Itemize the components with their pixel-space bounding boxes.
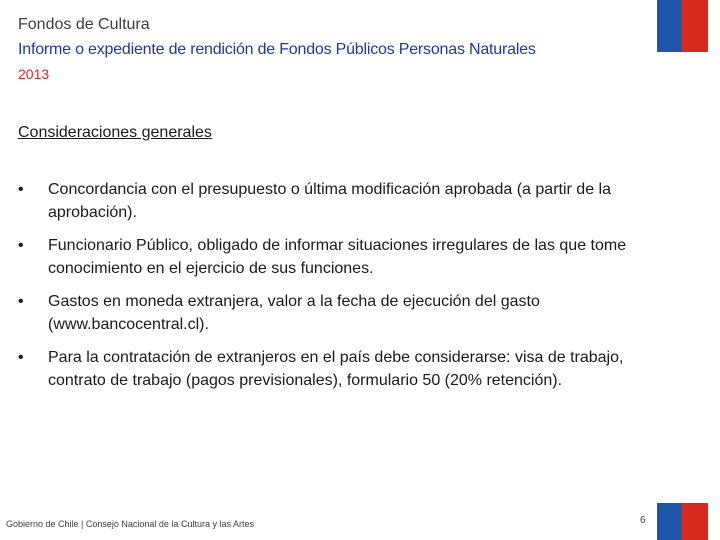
- header-program-name: Fondos de Cultura: [18, 16, 150, 33]
- bullet-icon: •: [18, 237, 24, 254]
- bullet-text: Concordancia con el presupuesto o última modificación aprobada (a partir de la aprobación).: [48, 181, 611, 221]
- bullet-icon: •: [18, 181, 24, 198]
- bullet-text: Funcionario Público, obligado de informar situaciones irregulares de las que tome conocimiento en el ejercicio de sus funciones.: [48, 237, 627, 277]
- bullet-list: [18, 178, 648, 402]
- bullet-item: [18, 290, 648, 336]
- page-number: 6: [640, 515, 646, 526]
- flag-stripe-top: [657, 0, 708, 52]
- section-title: Consideraciones generales: [18, 124, 212, 141]
- bullet-text: Para la contratación de extranjeros en el país debe considerarse: visa de trabajo, contrato de trabajo (pagos previsionales), formulario 50 (20% retención).: [48, 349, 624, 389]
- flag-stripe-bottom: [657, 503, 708, 540]
- header-year: 2013: [18, 66, 50, 82]
- footer-text: Gobierno de Chile | Consejo Nacional de la Cultura y las Artes: [6, 519, 254, 529]
- flag-blue-stripe: [657, 503, 682, 540]
- bullet-item: [18, 178, 648, 224]
- bullet-icon: •: [18, 349, 24, 366]
- page-title: Informe o expediente de rendición de Fondos Públicos Personas Naturales: [18, 41, 536, 58]
- flag-red-stripe: [682, 0, 708, 52]
- flag-blue-stripe: [657, 0, 682, 52]
- bullet-item: [18, 346, 648, 392]
- flag-red-stripe: [682, 503, 708, 540]
- bullet-text: Gastos en moneda extranjera, valor a la fecha de ejecución del gasto (www.bancocentral.cl).: [48, 293, 540, 333]
- bullet-item: [18, 234, 648, 280]
- bullet-icon: •: [18, 293, 24, 310]
